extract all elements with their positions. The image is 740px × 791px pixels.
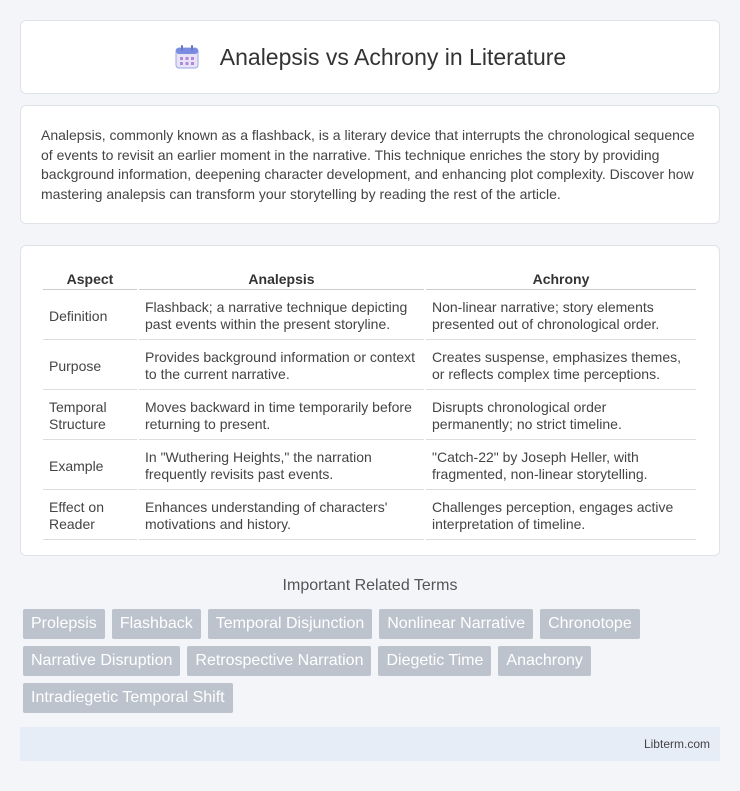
aspect-cell: Effect on Reader (43, 492, 137, 540)
header-achrony: Achrony (426, 266, 696, 290)
analepsis-cell: Provides background information or context to the current narrative. (139, 342, 424, 390)
aspect-cell: Example (43, 442, 137, 490)
calendar-icon (174, 44, 200, 70)
related-term-tag[interactable]: Intradiegetic Temporal Shift (23, 683, 233, 713)
header-analepsis: Analepsis (139, 266, 424, 290)
table-row (43, 492, 696, 540)
related-term-tag[interactable]: Retrospective Narration (187, 646, 371, 676)
related-term-tag[interactable]: Narrative Disruption (23, 646, 180, 676)
related-term-tag[interactable]: Nonlinear Narrative (379, 609, 533, 639)
analepsis-cell: In "Wuthering Heights," the narration frequently revisits past events. (139, 442, 424, 490)
table-row (43, 342, 696, 390)
comparison-card (20, 245, 720, 556)
header-aspect: Aspect (43, 266, 137, 290)
related-terms-title: Important Related Terms (282, 577, 458, 594)
analepsis-cell: Moves backward in time temporarily before returning to present. (139, 392, 424, 440)
aspect-cell: Purpose (43, 342, 137, 390)
related-term-tag[interactable]: Diegetic Time (378, 646, 491, 676)
achrony-cell: "Catch-22" by Joseph Heller, with fragmented, non-linear storytelling. (426, 442, 696, 490)
table-row (43, 292, 696, 340)
achrony-cell: Creates suspense, emphasizes themes, or reflects complex time perceptions. (426, 342, 696, 390)
related-term-tag[interactable]: Anachrony (498, 646, 591, 676)
analepsis-cell: Enhances understanding of characters' motivations and history. (139, 492, 424, 540)
achrony-cell: Challenges perception, engages active interpretation of timeline. (426, 492, 696, 540)
table-row (43, 442, 696, 490)
page-title: Analepsis vs Achrony in Literature (219, 43, 567, 70)
related-term-tag[interactable]: Chronotope (540, 609, 640, 639)
related-term-tag[interactable]: Flashback (112, 609, 201, 639)
analepsis-cell: Flashback; a narrative technique depicting past events within the present storyline. (139, 292, 424, 340)
related-terms-list (23, 609, 703, 713)
comparison-table (41, 264, 698, 542)
achrony-cell: Disrupts chronological order permanently; no strict timeline. (426, 392, 696, 440)
footer (20, 727, 720, 761)
related-term-tag[interactable]: Temporal Disjunction (208, 609, 373, 639)
aspect-cell: Definition (43, 292, 137, 340)
intro-card (20, 105, 720, 224)
table-row (43, 392, 696, 440)
intro-text: Analepsis, commonly known as a flashback, is a literary device that interrupts the chronological sequence of events to revisit an earlier moment in the narrative. This technique enriches the story by providing background information, deepening character development, and enhancing plot complexity. Discover how mastering analepsis can transform your storytelling by reading the rest of the article. (41, 127, 695, 202)
footer-brand[interactable]: Libterm.com (643, 737, 710, 751)
header-card (20, 20, 720, 94)
related-term-tag[interactable]: Prolepsis (23, 609, 105, 639)
achrony-cell: Non-linear narrative; story elements presented out of chronological order. (426, 292, 696, 340)
aspect-cell: Temporal Structure (43, 392, 137, 440)
